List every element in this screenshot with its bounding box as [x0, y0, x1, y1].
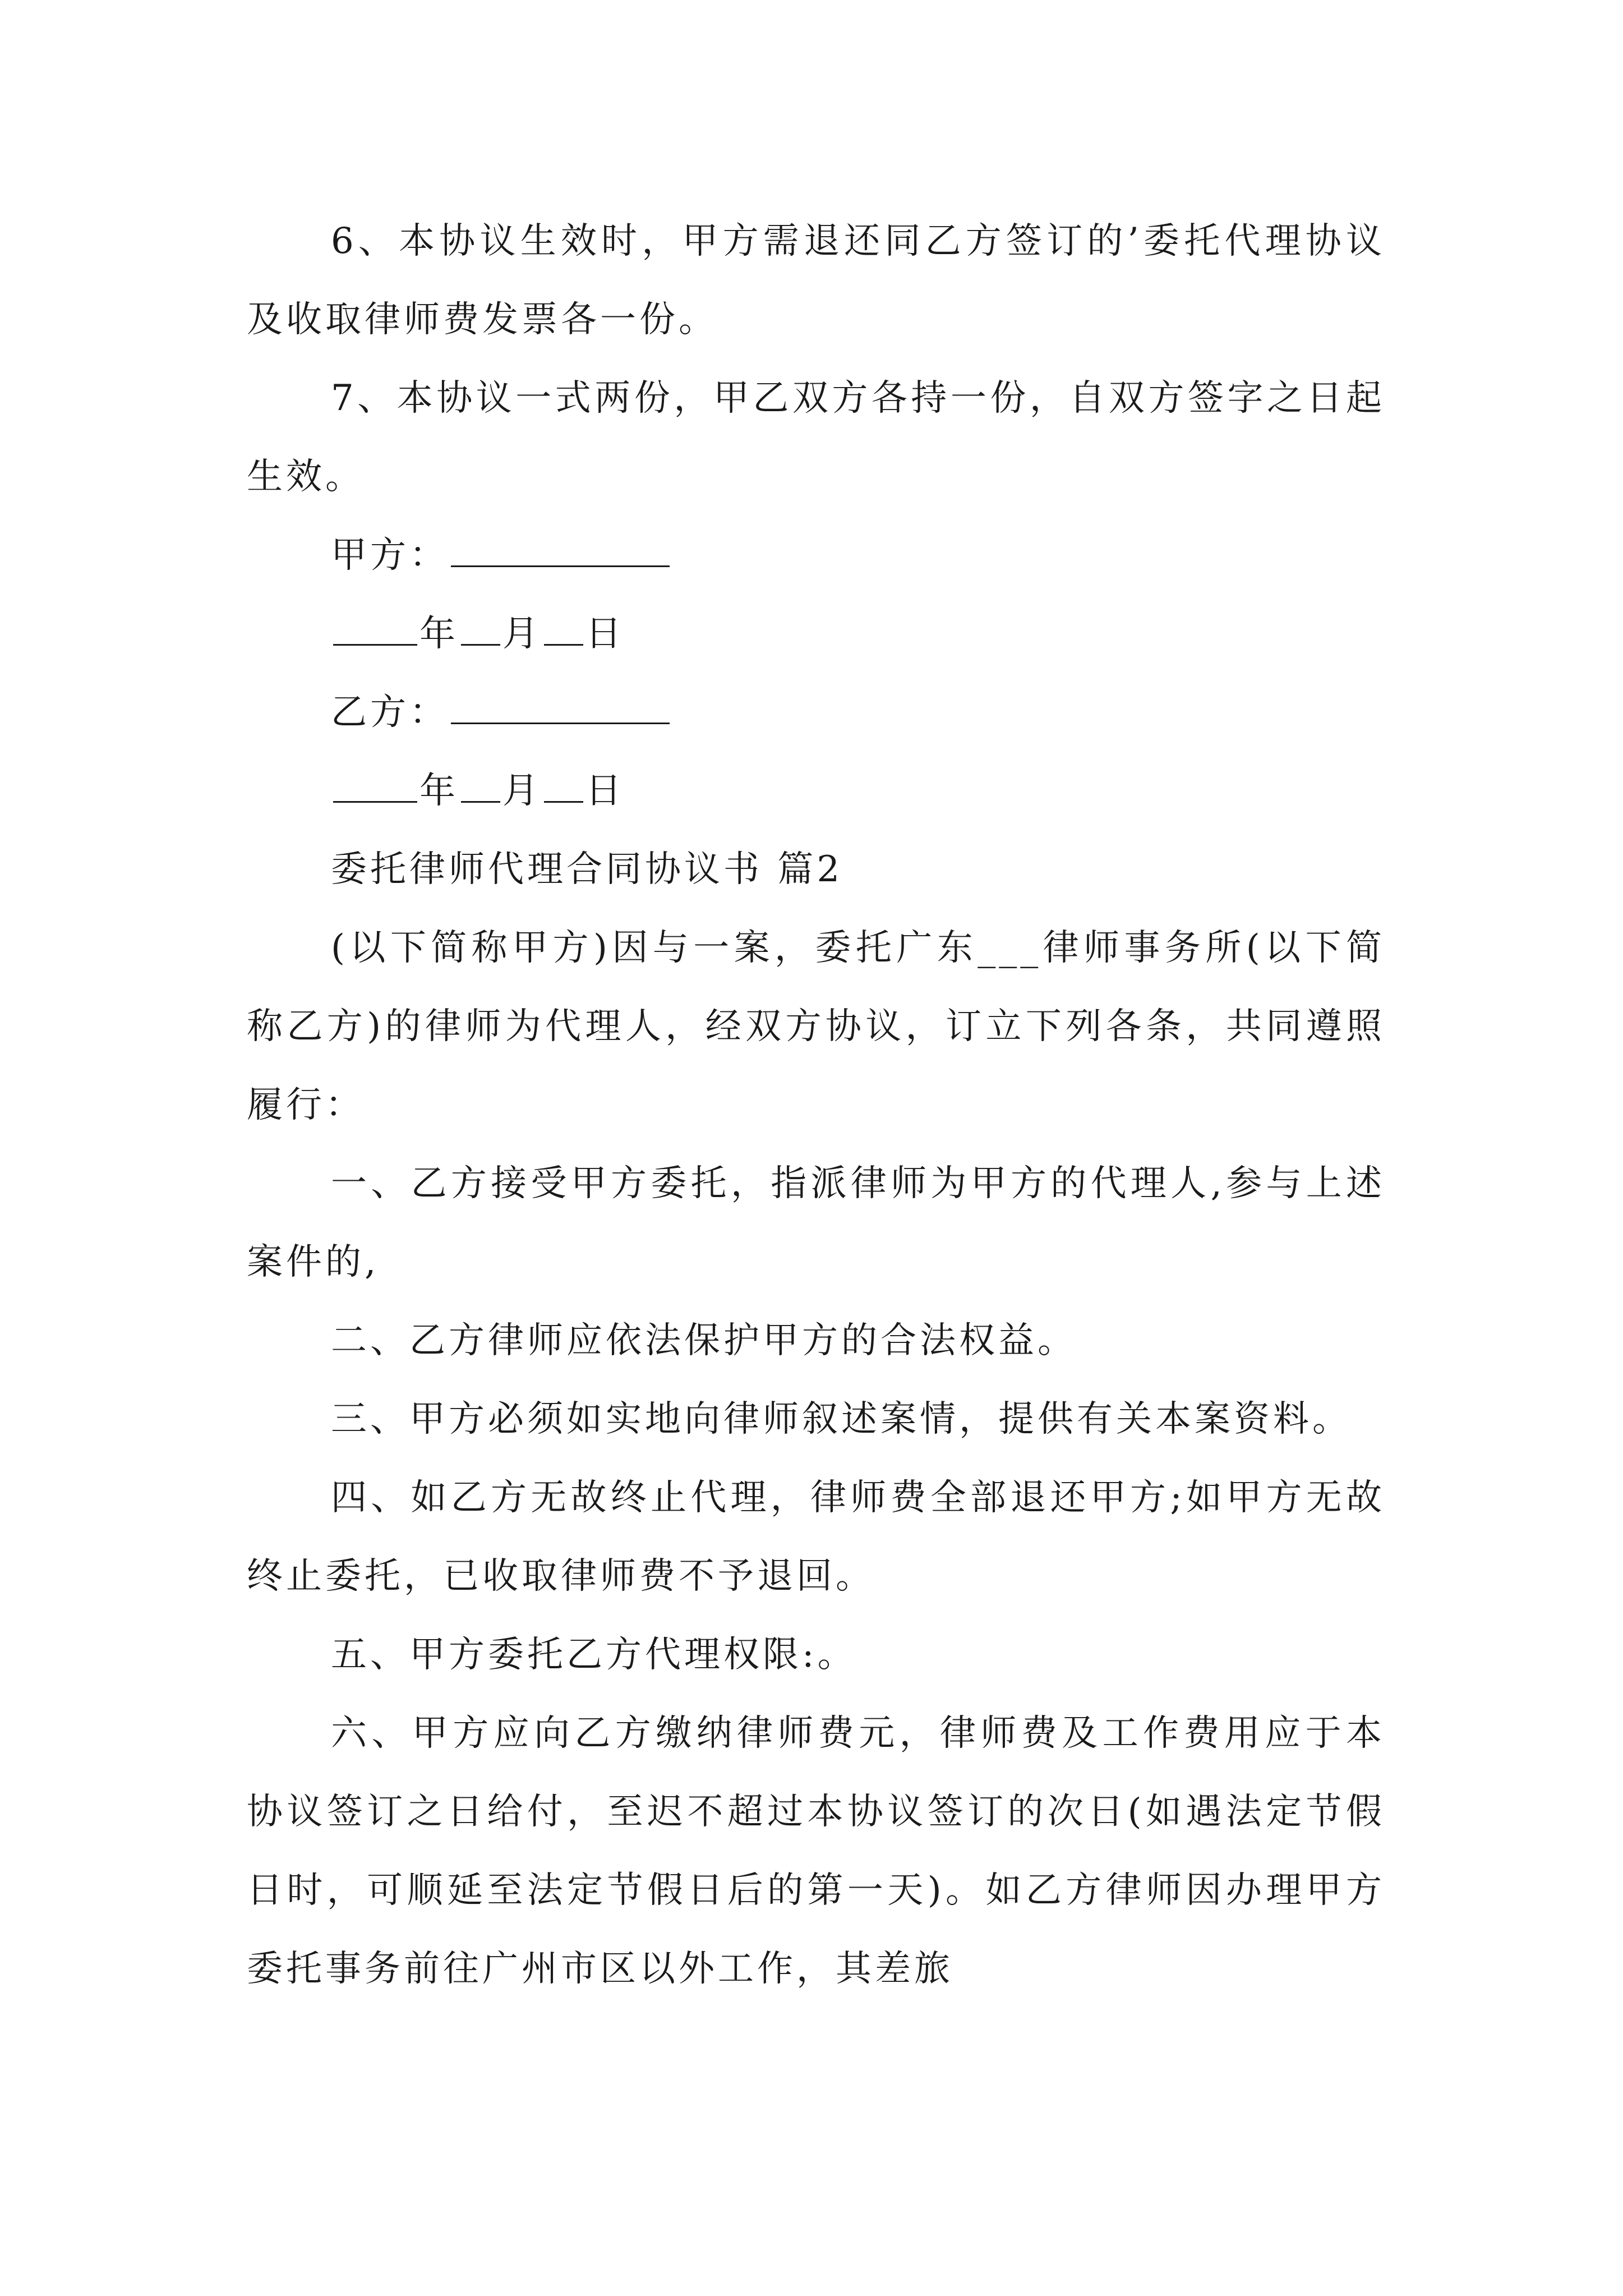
year-blank	[333, 608, 417, 646]
intro-paragraph: (以下简称甲方)因与一案，委托广东___律师事务所(以下简称乙方)的律师为代理人，经双方协议，订立下列各条，共同遵照履行：	[247, 927, 1385, 1126]
year-blank	[333, 765, 417, 803]
day-label: 日	[585, 770, 625, 812]
month-blank	[461, 608, 500, 646]
party-a-date-line	[247, 595, 1385, 673]
party-a-signature-blank	[451, 530, 670, 567]
clause-three: 三、甲方必须如实地向律师叙述案情，提供有关本案资料。	[331, 1398, 1352, 1440]
section-title: 委托律师代理合同协议书 篇2	[331, 849, 843, 890]
month-blank	[461, 765, 500, 803]
clause-one: 一、乙方接受甲方委托，指派律师为甲方的代理人,参与上述案件的,	[247, 1163, 1385, 1283]
year-label: 年	[419, 770, 459, 812]
day-blank	[544, 765, 583, 803]
day-label: 日	[585, 613, 625, 655]
party-b-label: 乙方：	[331, 692, 449, 733]
party-b-signature-blank	[451, 687, 670, 724]
year-label: 年	[419, 613, 459, 655]
party-b-line	[247, 673, 1385, 752]
party-a-line	[247, 516, 1385, 595]
document-page	[247, 202, 1385, 2008]
day-blank	[544, 608, 583, 646]
month-label: 月	[502, 613, 542, 655]
party-b-date-line	[247, 752, 1385, 830]
clause-6: 6、本协议生效时，甲方需退还同乙方签订的’委托代理协议及收取律师费发票各一份。	[247, 220, 1385, 341]
clause-two: 二、乙方律师应依法保护甲方的合法权益。	[331, 1320, 1077, 1361]
party-a-label: 甲方：	[331, 535, 449, 576]
clause-six: 六、甲方应向乙方缴纳律师费元，律师费及工作费用应于本协议签订之日给付，至迟不超过本协议签订的次日(如遇法定节假日时，可顺延至法定节假日后的第一天)。如乙方律师因办理甲方委托事务前往广州市区以外工作，其差旅	[247, 1713, 1385, 1990]
clause-four: 四、如乙方无故终止代理，律师费全部退还甲方;如甲方无故终止委托，已收取律师费不予退回。	[247, 1477, 1385, 1597]
clause-five: 五、甲方委托乙方代理权限:。	[331, 1634, 857, 1676]
month-label: 月	[502, 770, 542, 812]
clause-7: 7、本协议一式两份，甲乙双方各持一份，自双方签字之日起生效。	[247, 378, 1385, 498]
